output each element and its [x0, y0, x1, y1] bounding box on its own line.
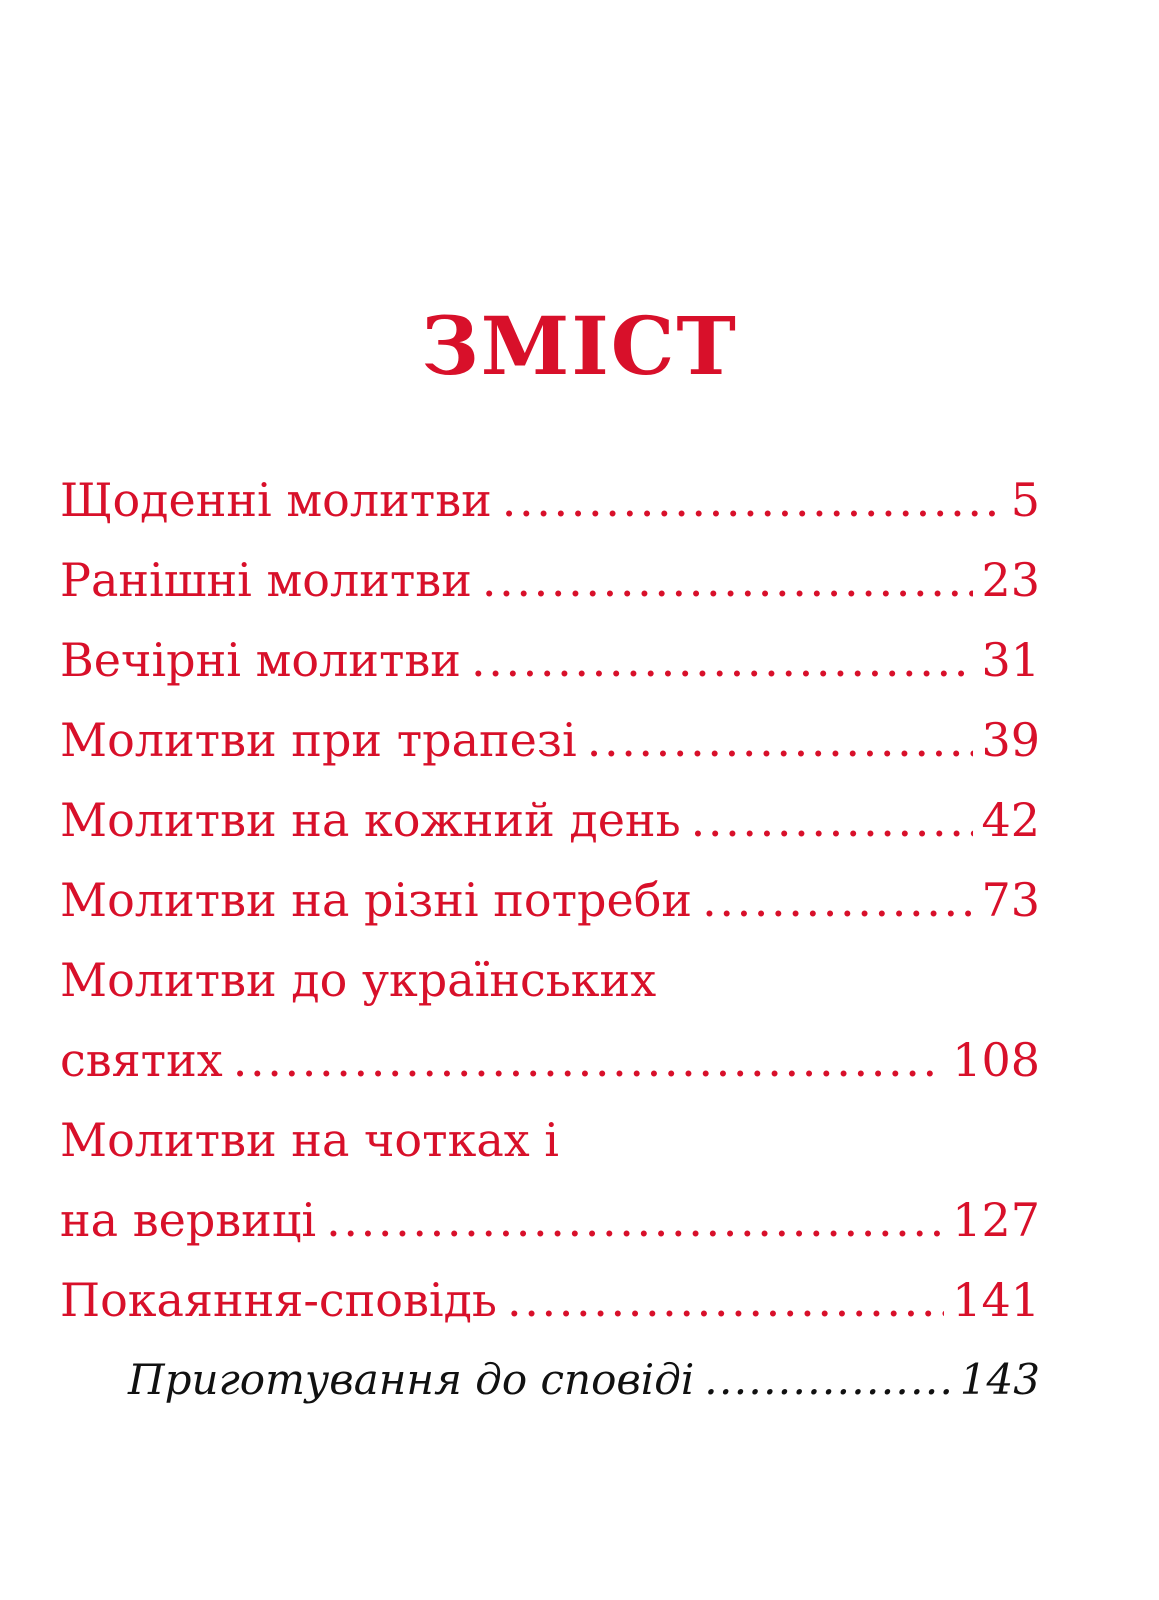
toc-leader-dots [482, 540, 974, 620]
toc-entry-repentance-confession[interactable] [60, 1260, 1040, 1340]
toc-entry-meal-prayers[interactable] [60, 700, 1040, 780]
toc-entry-title: Щоденні молитви [60, 473, 492, 527]
toc-leader-dots [691, 780, 974, 860]
toc-entry-title: Покаяння-сповідь [60, 1273, 497, 1327]
toc-leader-dots [587, 700, 974, 780]
toc-entry-title-line1: Молитви на чотках і [60, 1113, 560, 1167]
toc-page-number: 23 [981, 553, 1040, 607]
toc-entry-title-line2: святих [60, 1033, 223, 1087]
table-of-contents [60, 460, 1040, 1420]
toc-entry-various-needs[interactable] [60, 860, 1040, 940]
toc-page-number: 73 [981, 873, 1040, 927]
toc-page-number: 127 [952, 1193, 1040, 1247]
toc-page-number: 143 [959, 1355, 1040, 1404]
toc-entry-title-line1: Молитви до українських [60, 953, 657, 1007]
toc-leader-dots [233, 1020, 944, 1100]
toc-entry-title: Молитви на кожний день [60, 793, 681, 847]
toc-leader-dots [326, 1180, 944, 1260]
toc-entry-ukrainian-saints[interactable] [60, 940, 1040, 1100]
toc-entry-daily-prayers[interactable] [60, 460, 1040, 540]
toc-entry-title-line2: на вервиці [60, 1193, 317, 1247]
toc-leader-dots [704, 1340, 952, 1420]
toc-entry-title: Ранішні молитви [60, 553, 472, 607]
page-title: ЗМІСТ [421, 299, 738, 393]
toc-page-number: 31 [981, 633, 1040, 687]
toc-entry-title: Молитви на різні потреби [60, 873, 693, 927]
toc-leader-dots [507, 1260, 944, 1340]
toc-page-number: 39 [981, 713, 1040, 767]
toc-leader-dots [702, 860, 973, 940]
toc-entry-title: Молитви при трапезі [60, 713, 577, 767]
toc-page-number: 141 [952, 1273, 1040, 1327]
toc-entry-rosary-prayers[interactable] [60, 1100, 1040, 1260]
toc-entry-everyday-prayers[interactable] [60, 780, 1040, 860]
toc-leader-dots [502, 460, 1003, 540]
toc-leader-dots [471, 620, 974, 700]
toc-subentry-confession-preparation[interactable] [60, 1340, 1040, 1420]
toc-entry-title: Вечірні молитви [60, 633, 461, 687]
toc-page-number: 42 [981, 793, 1040, 847]
toc-entry-title: Приготування до сповіді [128, 1355, 695, 1404]
toc-entry-morning-prayers[interactable] [60, 540, 1040, 620]
toc-entry-evening-prayers[interactable] [60, 620, 1040, 700]
toc-page-number: 108 [952, 1033, 1040, 1087]
toc-page-number: 5 [1010, 473, 1040, 527]
